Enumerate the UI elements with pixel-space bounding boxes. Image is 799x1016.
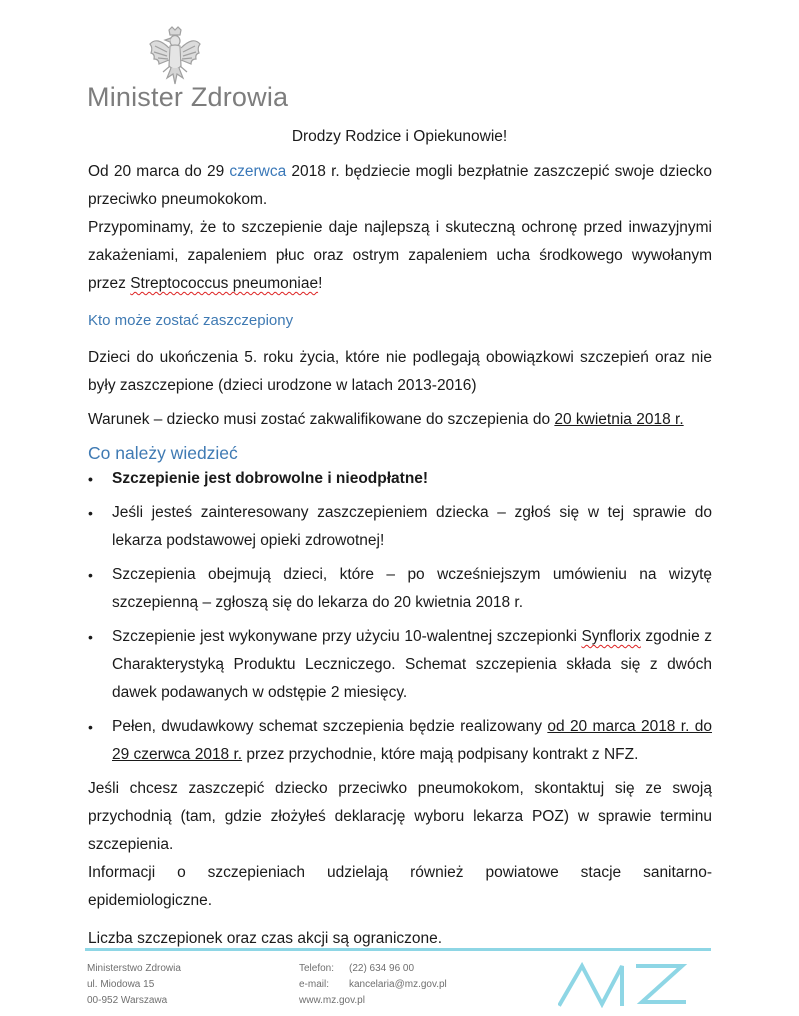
bullet-text-cont: zgodnie z Charakterystyką Produktu Leczniczego. Schemat szczepienia składa się z dwóch dawek podawanych w odstępie 2 miesięcy. (112, 628, 712, 701)
bullet-icon: • (88, 567, 93, 583)
info-bullet-list (88, 465, 712, 775)
footer-address (87, 961, 181, 1009)
bullet-icon: • (88, 471, 93, 487)
bacteria-name: Streptococcus pneumoniae (130, 275, 319, 292)
bullet-text: Szczepienie jest dobrowolne i nieodpłatne! (112, 470, 429, 487)
list-item (88, 713, 712, 769)
phone-label: Telefon: (299, 963, 335, 974)
footer-street: ul. Miodowa 15 (87, 979, 155, 990)
phone-number: (22) 634 96 00 (349, 963, 415, 974)
reminder-paragraph (88, 214, 712, 298)
list-item (88, 499, 712, 555)
bullet-icon: • (88, 719, 93, 735)
intro-month: czerwca (229, 163, 287, 180)
footer-divider (85, 948, 711, 951)
greeting-heading: Drodzy Rodzice i Opiekunowie! (291, 128, 508, 145)
intro-text-start: Od 20 marca do 29 (88, 163, 230, 180)
footer-city: 00-952 Warszawa (87, 995, 168, 1006)
footer-org: Ministerstwo Zdrowia (87, 963, 181, 974)
bullet-text-cont: przez przychodnie, które mają podpisany kontrakt z NFZ. (242, 746, 639, 763)
eagle-emblem-icon (147, 26, 203, 88)
bullet-icon: • (88, 505, 93, 521)
reminder-end: ! (318, 275, 323, 292)
email-label: e-mail: (299, 979, 330, 990)
who-paragraph: Dzieci do ukończenia 5. roku życia, które nie podlegają obowiązkowi szczepień oraz nie były zaszczepione (dzieci urodzone w latach 2013-2016) (88, 349, 712, 394)
intro-text-end: 2018 r. będziecie mogli bezpłatnie zaszczepić swoje dziecko przeciwko pneumokokom. (88, 163, 712, 208)
campaign-dates: od 20 marca 2018 r. do 29 czerwca 2018 r. (112, 718, 712, 763)
intro-paragraph (88, 158, 712, 214)
section-heading-know: Co należy wiedzieć (88, 443, 238, 463)
bullet-text: Szczepienie jest wykonywane przy użyciu 10-walentnej szczepionki (112, 628, 582, 645)
list-item (88, 561, 712, 617)
contact-paragraph: Jeśli chcesz zaszczepić dziecko przeciwko pneumokokom, skontaktuj się ze swoją przychodnią (tam, gdzie złożyłeś deklarację wyboru lekarza POZ) w sprawie terminu szczepienia. (88, 780, 712, 853)
reminder-text: Przypominamy, że to szczepienie daje najlepszą i skuteczną ochronę przed inwazyjnymi zakażeniami, zapaleniem płuc oraz ostrym zapaleniem ucha środkowego wywołanym przez (88, 219, 712, 292)
bullet-text: Jeśli jesteś zainteresowany zaszczepieniem dziecka – zgłoś się w tej sprawie do lekarza podstawowej opieki zdrowotnej! (112, 504, 712, 549)
sanepid-paragraph: Informacji o szczepieniach udzielają również powiatowe stacje sanitarno-epidemiologiczne. (88, 864, 712, 909)
bullet-icon: • (88, 629, 93, 645)
list-item (88, 465, 712, 493)
section-heading-who: Kto może zostać zaszczepiony (88, 312, 294, 329)
footer-contact (299, 961, 447, 1009)
condition-date: 20 kwietnia 2018 r. (554, 411, 684, 428)
bullet-text: Szczepienia obejmują dzieci, które – po wcześniejszym umówieniu na wizytę szczepienną – zgłoszą się do lekarza do 20 kwietnia 2018 r. (112, 566, 712, 611)
vaccine-name: Synflorix (581, 628, 641, 645)
website-link[interactable]: www.mz.gov.pl (299, 995, 365, 1006)
condition-text: Warunek – dziecko musi zostać zakwalifikowane do szczepienia do (88, 411, 555, 428)
ministry-logo-text: Minister Zdrowia (87, 82, 289, 112)
limited-notice: Liczba szczepionek oraz czas akcji są ograniczone. (88, 930, 443, 947)
mz-logo-icon (558, 960, 688, 1008)
bullet-text: Pełen, dwudawkowy schemat szczepienia będzie realizowany (112, 718, 548, 735)
list-item (88, 623, 712, 707)
email-address[interactable]: kancelaria@mz.gov.pl (349, 979, 447, 990)
condition-paragraph (88, 406, 712, 434)
